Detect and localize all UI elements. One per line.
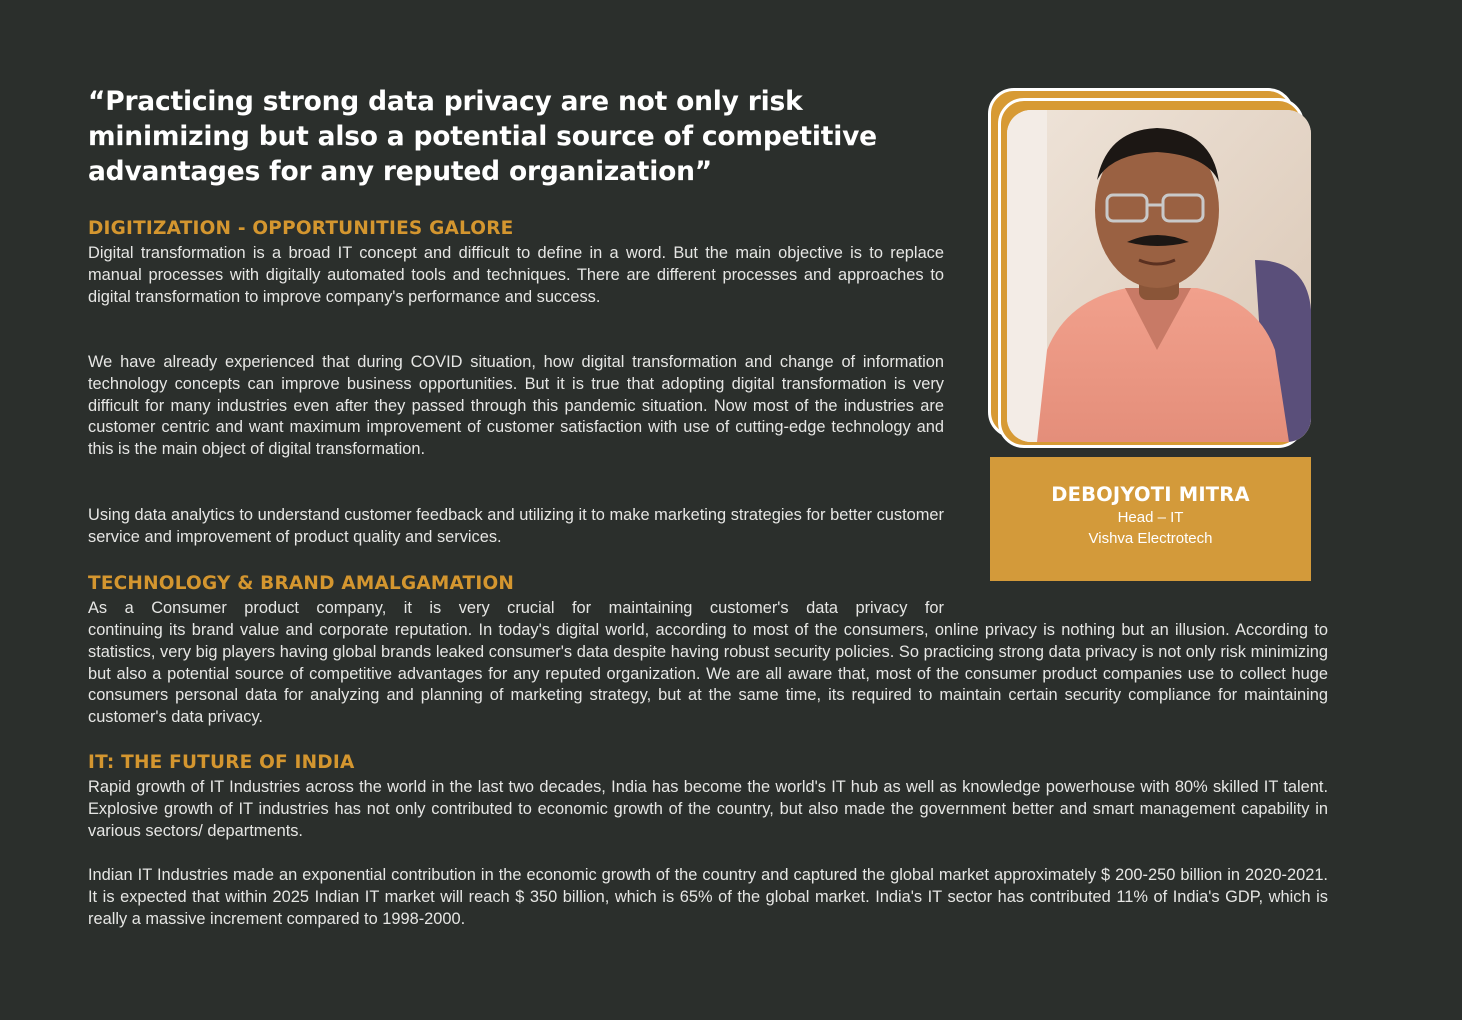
profile-role: Head – IT — [1117, 509, 1184, 526]
profile-name: DEBOJYOTI MITRA — [1051, 483, 1250, 506]
profile-organization: Vishva Electrotech — [1088, 530, 1213, 547]
profile-photo — [1007, 110, 1311, 442]
paragraph: Using data analytics to understand customer feedback and utilizing it to make marketing strategies for better customer service and improvement of product quality and services. — [88, 506, 944, 546]
paragraph: We have already experienced that during COVID situation, how digital transformation and change of information technology concepts can improve business opportunities. But it is true that adopting digital transformation is very difficult for many industries even after they passed through this pandemic situation. Now most of the industries are customer centric and want maximum improvement of customer satisfaction with use of cutting-edge technology and this is the main object of digital transformation. — [88, 353, 944, 459]
profile-name-card — [990, 457, 1311, 581]
section-heading-digitization: DIGITIZATION - OPPORTUNITIES GALORE — [88, 218, 514, 239]
pull-quote: “Practicing strong data privacy are not only risk minimizing but also a potential source of competitive advantages for any reputed organization” — [88, 86, 877, 187]
section-heading-it-future: IT: THE FUTURE OF INDIA — [88, 752, 355, 773]
paragraph: Rapid growth of IT Industries across the world in the last two decades, India has become the world's IT hub as well as knowledge powerhouse with 80% skilled IT talent. Explosive growth of IT industries has not only contributed to economic growth of the country, but also made the government better and smart management capability in various sectors/ departments. — [88, 778, 1328, 840]
section-heading-technology-brand: TECHNOLOGY & BRAND AMALGAMATION — [88, 573, 515, 594]
paragraph: continuing its brand value and corporate reputation. In today's digital world, according to most of the consumers, online privacy is nothing but an illusion. According to statistics, very big players having global brands leaked consumer's data despite having robust security policies. So practicing strong data privacy is not only risk minimizing but also a potential source of competitive advantages for any reputed organization. We are all aware that, most of the consumer product companies use to collect huge consumers personal data for analyzing and planning of marketing strategy, but at the same time, its required to maintain certain security compliance for maintaining customer's data privacy. — [88, 621, 1328, 727]
paragraph: Indian IT Industries made an exponential contribution in the economic growth of the country and captured the global market approximately $ 200-250 billion in 2020-2021. It is expected that within 2025 Indian IT market will reach $ 350 billion, which is 65% of the global market. India's IT sector has contributed 11% of India's GDP, which is really a massive increment compared to 1998-2000. — [88, 866, 1328, 928]
paragraph: Digital transformation is a broad IT concept and difficult to define in a word. But the main objective is to replace manual processes with digitally automated tools and techniques. There are different processes and approaches to digital transformation to improve company's performance and success. — [88, 244, 944, 306]
paragraph: As a Consumer product company, it is very crucial for maintaining customer's data privacy for — [88, 599, 944, 617]
profile-photo-frame — [988, 88, 1314, 446]
